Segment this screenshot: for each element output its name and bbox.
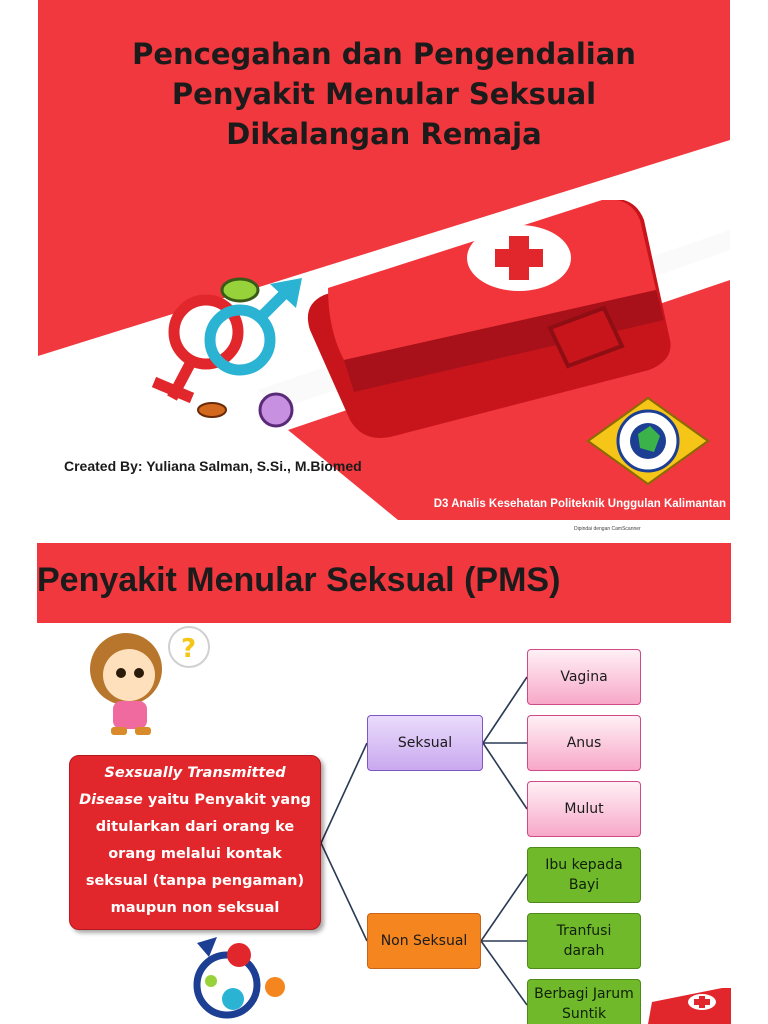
definition-line-6: maupun non seksual [110, 900, 280, 916]
title-line-3: Dikalangan Remaja [226, 117, 542, 151]
presentation-title [38, 34, 730, 154]
slide-title: Penyakit Menular Seksual (PMS) [37, 561, 561, 599]
branch-non-seksual: Non Seksual [367, 913, 481, 969]
leaf-ibu-kepada-bayi-label: Ibu kepada Bayi [545, 857, 623, 893]
politeknik-logo [584, 396, 712, 486]
definition-box [69, 755, 321, 930]
author-credit: Created By: Yuliana Salman, S.Si., M.Biomed [64, 458, 362, 474]
leaf-anus: Anus [527, 715, 641, 771]
title-slide [38, 0, 730, 520]
leaf-tranfusi-darah-label: Tranfusi darah [556, 923, 612, 959]
leaf-berbagi-jarum-suntik [527, 979, 641, 1024]
gender-symbols-icon [136, 270, 316, 440]
title-line-2: Penyakit Menular Seksual [171, 77, 597, 111]
title-line-1: Pencegahan dan Pengendalian [132, 37, 636, 71]
svg-text:?: ? [181, 634, 197, 664]
term-line-2: Disease [79, 792, 143, 808]
scanner-watermark: Dipindai dengan CamScanner [574, 526, 641, 532]
virus-transmission-illustration [187, 935, 312, 1024]
branch-seksual: Seksual [367, 715, 483, 771]
pms-slide [37, 543, 731, 1024]
first-aid-kit-small-image [642, 988, 731, 1024]
definition-line-2: yaitu Penyakit yang [142, 792, 311, 808]
term-line-1: Sexsually Transmitted [104, 765, 286, 781]
definition-line-4: orang melalui kontak [108, 846, 282, 862]
thinking-girl-illustration [81, 621, 221, 741]
leaf-berbagi-jarum-suntik-label: Berbagi Jarum Suntik [534, 986, 634, 1022]
leaf-tranfusi-darah [527, 913, 641, 969]
definition-line-3: ditularkan dari orang ke [95, 819, 295, 835]
leaf-mulut: Mulut [527, 781, 641, 837]
institution-footer: D3 Analis Kesehatan Politeknik Unggulan Kalimantan [433, 498, 726, 510]
definition-line-5: seksual (tanpa pengaman) [85, 873, 305, 889]
leaf-vagina: Vagina [527, 649, 641, 705]
leaf-ibu-kepada-bayi [527, 847, 641, 903]
